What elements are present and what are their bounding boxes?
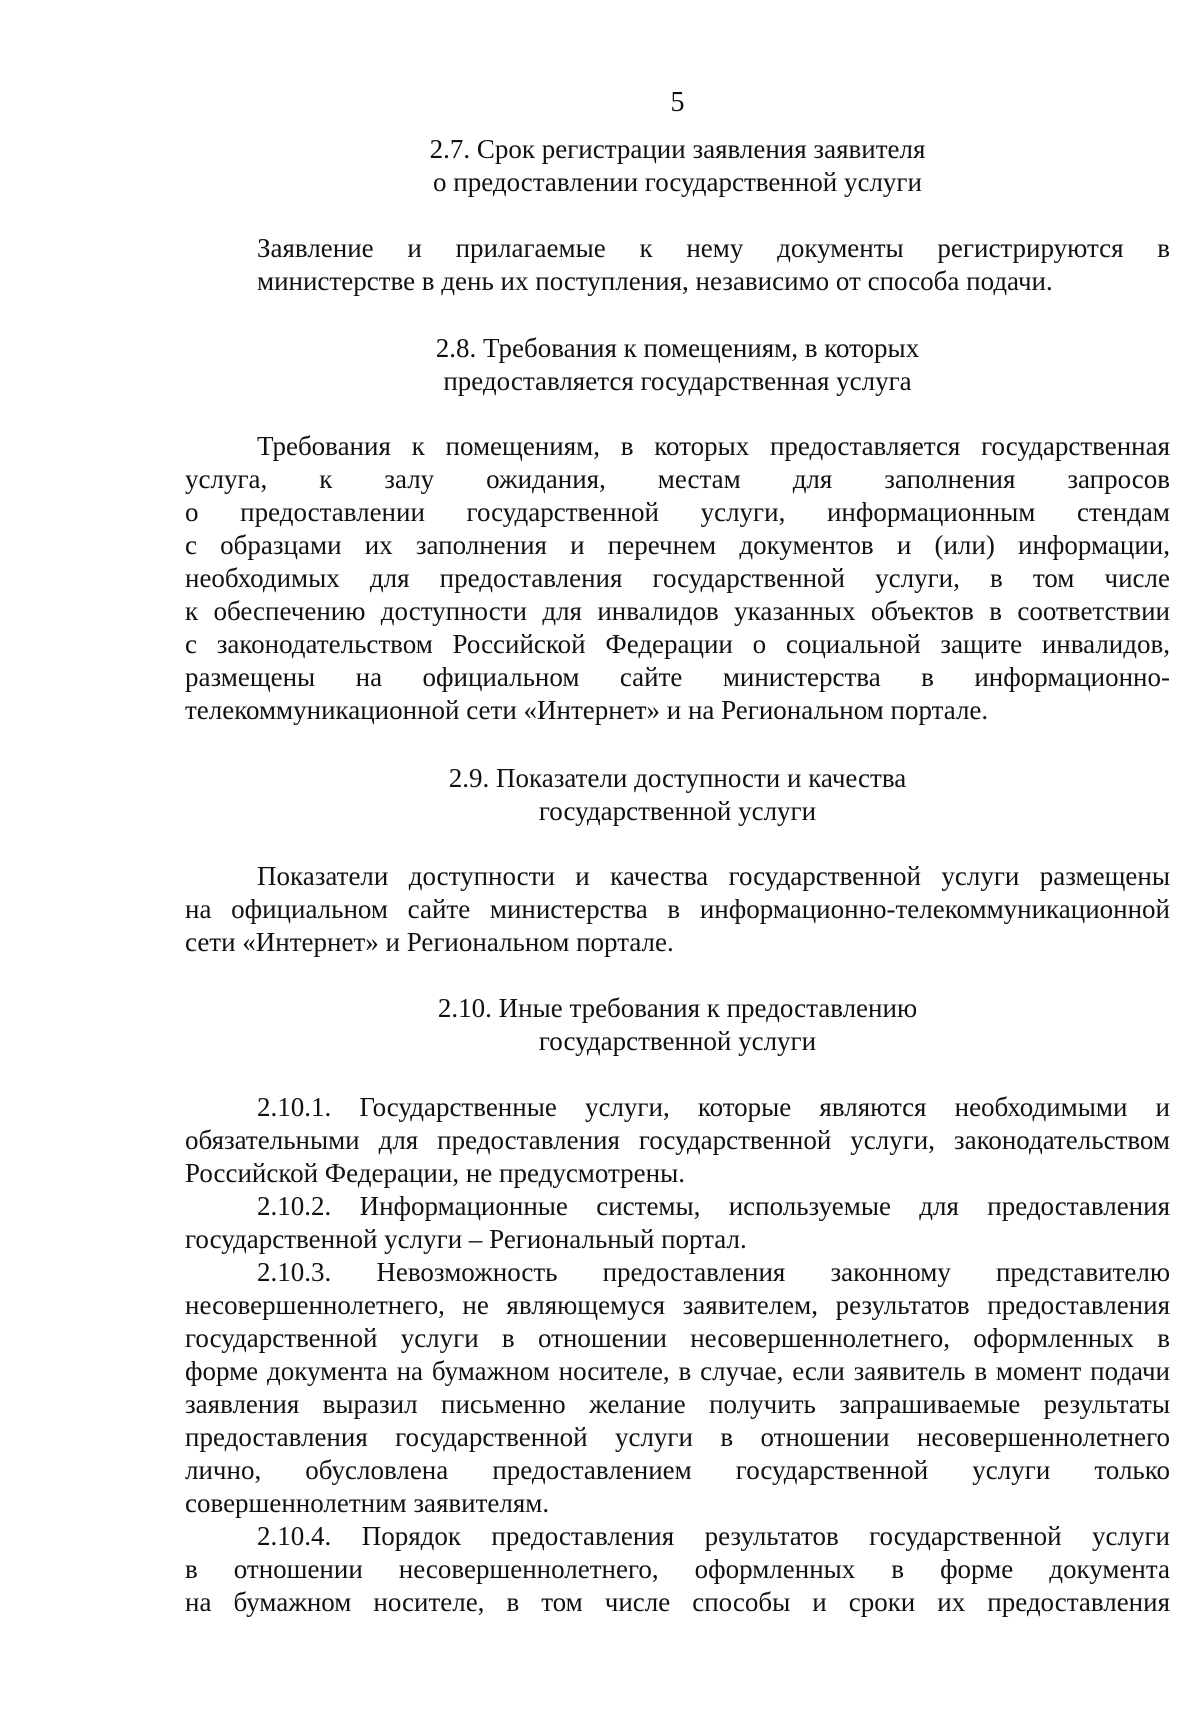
paragraph-line: Заявление и прилагаемые к нему документы регистрируются в: [257, 233, 1170, 263]
heading-line: 2.7. Срок регистрации заявления заявителя: [429, 134, 926, 164]
heading-line: предоставляется государственная услуга: [443, 366, 912, 396]
paragraph-line: заявления выразил письменно желание получить запрашиваемые результаты: [185, 1389, 1170, 1419]
heading-line: 2.9. Показатели доступности и качества: [448, 763, 907, 793]
paragraph-2-7: [185, 232, 1170, 298]
paragraph-line: сети «Интернет» и Региональном портале.: [185, 927, 674, 957]
paragraph-line: услуга, к залу ожидания, местам для заполнения запросов: [185, 464, 1170, 494]
paragraph-line: с законодательством Российской Федерации о социальной защите инвалидов,: [185, 629, 1170, 659]
paragraph-line: необходимых для предоставления государственной услуги, в том числе: [185, 563, 1170, 593]
heading-line: государственной услуги: [538, 1026, 817, 1056]
paragraph-line: министерстве в день их поступления, независимо от способа подачи.: [257, 266, 1053, 296]
paragraph-line: на официальном сайте министерства в информационно-телекоммуникационной: [185, 894, 1170, 924]
heading-line: 2.10. Иные требования к предоставлению: [437, 993, 918, 1023]
section-heading-2-8: [0, 332, 1200, 398]
paragraph-2-10-1: [185, 1091, 1170, 1190]
paragraph-line: Требования к помещениям, в которых предоставляется государственная: [257, 431, 1170, 461]
paragraph-line: телекоммуникационной сети «Интернет» и на Региональном портале.: [185, 695, 989, 725]
paragraph-line: с образцами их заполнения и перечнем документов и (или) информации,: [185, 530, 1170, 560]
paragraph-line: форме документа на бумажном носителе, в случае, если заявитель в момент подачи: [185, 1356, 1170, 1386]
paragraph-2-10-4: [185, 1520, 1170, 1619]
heading-line: о предоставлении государственной услуги: [433, 167, 922, 197]
paragraph-line: обязательными для предоставления государственной услуги, законодательством: [185, 1125, 1170, 1155]
paragraph-line: Российской Федерации, не предусмотрены.: [185, 1158, 685, 1188]
paragraph-2-10-3: [185, 1256, 1170, 1520]
paragraph-2-10-2: [185, 1190, 1170, 1256]
paragraph-line: 2.10.3. Невозможность предоставления законному представителю: [257, 1257, 1170, 1287]
heading-line: государственной услуги: [538, 796, 817, 826]
paragraph-line: на бумажном носителе, в том числе способы и сроки их предоставления: [185, 1587, 1170, 1617]
paragraph-line: в отношении несовершеннолетнего, оформленных в форме документа: [185, 1554, 1170, 1584]
paragraph-line: лично, обусловлена предоставлением государственной услуги только: [185, 1455, 1170, 1485]
paragraph-line: к обеспечению доступности для инвалидов указанных объектов в соответствии: [185, 596, 1170, 626]
paragraph-line: о предоставлении государственной услуги, информационным стендам: [185, 497, 1170, 527]
paragraph-line: совершеннолетним заявителям.: [185, 1488, 550, 1518]
paragraph-line: размещены на официальном сайте министерства в информационно-: [185, 662, 1170, 692]
paragraph-line: 2.10.1. Государственные услуги, которые являются необходимыми и: [257, 1092, 1170, 1122]
paragraph-line: 2.10.4. Порядок предоставления результатов государственной услуги: [257, 1521, 1170, 1551]
section-heading-2-10: [0, 992, 1200, 1058]
paragraph-line: государственной услуги – Региональный портал.: [185, 1224, 747, 1254]
paragraph-line: несовершеннолетнего, не являющемуся заявителем, результатов предоставления: [185, 1290, 1170, 1320]
heading-line: 2.8. Требования к помещениям, в которых: [435, 333, 920, 363]
page-number: 5: [670, 87, 685, 118]
section-heading-2-7: [0, 133, 1200, 199]
section-heading-2-9: [0, 762, 1200, 828]
paragraph-line: предоставления государственной услуги в отношении несовершеннолетнего: [185, 1422, 1170, 1452]
paragraph-line: государственной услуги в отношении несовершеннолетнего, оформленных в: [185, 1323, 1170, 1353]
paragraph-2-9: [185, 860, 1170, 959]
paragraph-line: 2.10.2. Информационные системы, используемые для предоставления: [257, 1191, 1170, 1221]
paragraph-line: Показатели доступности и качества государственной услуги размещены: [257, 861, 1170, 891]
paragraph-2-8: [185, 430, 1170, 727]
